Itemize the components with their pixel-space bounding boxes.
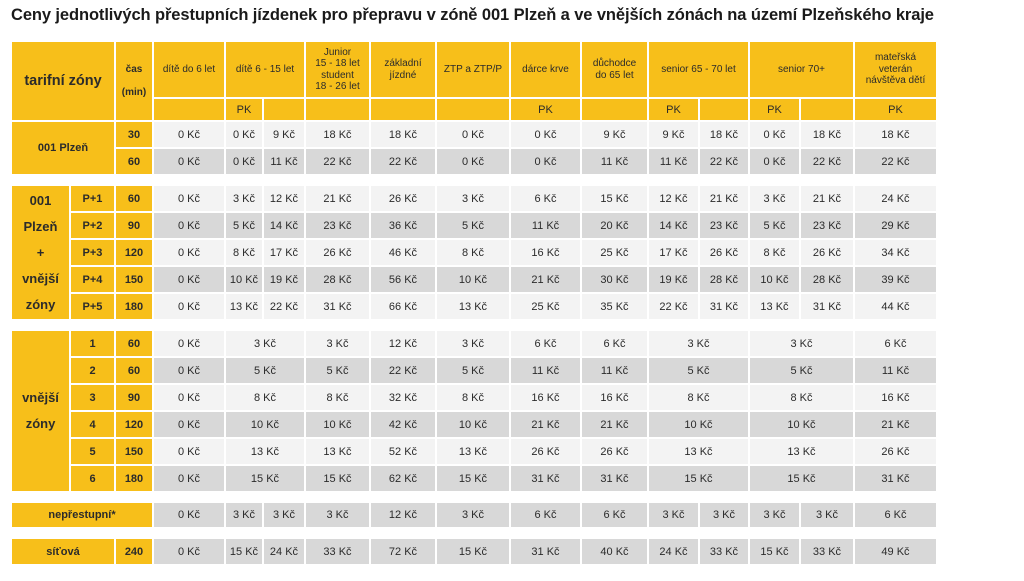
price-cell: 34 Kč	[855, 240, 936, 265]
price-cell: 8 Kč	[306, 385, 369, 410]
price-cell: 15 Kč	[649, 466, 748, 491]
price-cell: 0 Kč	[154, 358, 224, 383]
col-mother-veteran: mateřská veterán návštěva dětí	[855, 42, 936, 97]
zone-cell: 2	[71, 358, 114, 383]
price-cell: 8 Kč	[226, 385, 304, 410]
price-cell: 24 Kč	[855, 186, 936, 211]
price-cell: 29 Kč	[855, 213, 936, 238]
price-table	[10, 40, 938, 566]
price-cell: 3 Kč	[750, 186, 799, 211]
pk-label: PK	[649, 99, 698, 120]
price-cell: 6 Kč	[582, 503, 647, 527]
price-cell: 0 Kč	[437, 122, 509, 147]
price-cell: 5 Kč	[437, 213, 509, 238]
price-cell: 18 Kč	[306, 122, 369, 147]
pk-label: PK	[511, 99, 580, 120]
price-cell: 11 Kč	[582, 149, 647, 174]
price-cell: 10 Kč	[226, 412, 304, 437]
price-cell: 5 Kč	[750, 213, 799, 238]
price-cell: 8 Kč	[750, 385, 853, 410]
time-cell: 180	[116, 466, 152, 491]
price-cell: 0 Kč	[750, 122, 799, 147]
price-cell: 13 Kč	[750, 439, 853, 464]
price-cell: 5 Kč	[649, 358, 748, 383]
price-cell: 15 Kč	[437, 466, 509, 491]
zone-cell: P+4	[71, 267, 114, 292]
price-cell: 18 Kč	[801, 122, 853, 147]
price-cell: 6 Kč	[511, 186, 580, 211]
price-cell: 12 Kč	[264, 186, 304, 211]
price-cell: 13 Kč	[226, 294, 262, 319]
price-cell: 28 Kč	[700, 267, 748, 292]
price-cell: 8 Kč	[437, 385, 509, 410]
price-cell: 5 Kč	[437, 358, 509, 383]
price-cell: 62 Kč	[371, 466, 435, 491]
price-cell: 0 Kč	[154, 122, 224, 147]
price-cell: 31 Kč	[511, 539, 580, 564]
zone-cell: 6	[71, 466, 114, 491]
price-cell: 0 Kč	[154, 466, 224, 491]
price-cell: 6 Kč	[582, 331, 647, 356]
price-cell: 56 Kč	[371, 267, 435, 292]
zone-cell: 4	[71, 412, 114, 437]
price-cell: 15 Kč	[750, 539, 799, 564]
price-cell: 16 Kč	[511, 385, 580, 410]
price-cell: 22 Kč	[649, 294, 698, 319]
price-cell: 10 Kč	[306, 412, 369, 437]
zone-cell: P+5	[71, 294, 114, 319]
col-child-under-6: dítě do 6 let	[154, 42, 224, 97]
price-cell: 22 Kč	[700, 149, 748, 174]
price-cell: 13 Kč	[437, 294, 509, 319]
price-cell: 13 Kč	[226, 439, 304, 464]
price-cell: 3 Kč	[649, 331, 748, 356]
time-cell: 120	[116, 240, 152, 265]
price-cell: 18 Kč	[371, 122, 435, 147]
time-header: čas (min)	[116, 42, 152, 120]
col-senior-70: senior 70+	[750, 42, 853, 97]
price-cell: 66 Kč	[371, 294, 435, 319]
zone-cell: P+2	[71, 213, 114, 238]
price-cell: 21 Kč	[801, 186, 853, 211]
price-cell: 33 Kč	[801, 539, 853, 564]
price-cell: 3 Kč	[437, 503, 509, 527]
time-cell: 240	[116, 539, 152, 564]
price-cell: 0 Kč	[226, 149, 262, 174]
price-cell: 0 Kč	[154, 539, 224, 564]
price-cell: 0 Kč	[154, 439, 224, 464]
price-cell: 3 Kč	[226, 503, 262, 527]
price-cell: 6 Kč	[511, 503, 580, 527]
price-cell: 10 Kč	[750, 412, 853, 437]
price-cell: 0 Kč	[154, 240, 224, 265]
price-cell: 23 Kč	[700, 213, 748, 238]
price-cell: 15 Kč	[226, 466, 304, 491]
price-cell: 3 Kč	[264, 503, 304, 527]
price-cell: 14 Kč	[649, 213, 698, 238]
price-cell: 0 Kč	[154, 385, 224, 410]
price-cell: 0 Kč	[750, 149, 799, 174]
price-cell: 24 Kč	[264, 539, 304, 564]
col-basic: základní jízdné	[371, 42, 435, 97]
price-cell: 8 Kč	[226, 240, 262, 265]
price-cell: 23 Kč	[306, 213, 369, 238]
zone-cell: P+3	[71, 240, 114, 265]
price-cell: 0 Kč	[154, 412, 224, 437]
price-cell: 6 Kč	[855, 331, 936, 356]
price-cell: 36 Kč	[371, 213, 435, 238]
price-cell: 26 Kč	[371, 186, 435, 211]
pk-label: PK	[226, 99, 262, 120]
price-cell: 5 Kč	[226, 358, 304, 383]
time-cell: 150	[116, 267, 152, 292]
price-cell: 3 Kč	[437, 331, 509, 356]
price-cell: 26 Kč	[801, 240, 853, 265]
price-cell: 31 Kč	[700, 294, 748, 319]
price-cell: 9 Kč	[264, 122, 304, 147]
price-cell: 0 Kč	[511, 149, 580, 174]
price-cell: 0 Kč	[154, 503, 224, 527]
time-cell: 90	[116, 213, 152, 238]
time-cell: 150	[116, 439, 152, 464]
price-cell: 20 Kč	[582, 213, 647, 238]
price-cell: 21 Kč	[855, 412, 936, 437]
price-cell: 26 Kč	[582, 439, 647, 464]
time-cell: 90	[116, 385, 152, 410]
time-cell: 30	[116, 122, 152, 147]
price-cell: 10 Kč	[437, 412, 509, 437]
price-cell: 44 Kč	[855, 294, 936, 319]
price-cell: 17 Kč	[649, 240, 698, 265]
price-cell: 15 Kč	[750, 466, 853, 491]
price-cell: 0 Kč	[154, 186, 224, 211]
price-cell: 6 Kč	[855, 503, 936, 527]
price-cell: 0 Kč	[154, 149, 224, 174]
price-cell: 19 Kč	[264, 267, 304, 292]
price-cell: 72 Kč	[371, 539, 435, 564]
zone-cell: 5	[71, 439, 114, 464]
price-cell: 46 Kč	[371, 240, 435, 265]
price-cell: 0 Kč	[154, 213, 224, 238]
zone-label-plzen: 001 Plzeň	[12, 122, 114, 174]
price-cell: 3 Kč	[226, 186, 262, 211]
price-cell: 6 Kč	[511, 331, 580, 356]
price-cell: 31 Kč	[582, 466, 647, 491]
price-cell: 0 Kč	[154, 331, 224, 356]
price-cell: 42 Kč	[371, 412, 435, 437]
price-cell: 31 Kč	[511, 466, 580, 491]
price-cell: 28 Kč	[801, 267, 853, 292]
price-cell: 28 Kč	[306, 267, 369, 292]
price-cell: 3 Kč	[649, 503, 698, 527]
price-cell: 16 Kč	[855, 385, 936, 410]
price-cell: 11 Kč	[264, 149, 304, 174]
price-cell: 3 Kč	[437, 186, 509, 211]
price-cell: 21 Kč	[582, 412, 647, 437]
zone-cell: 1	[71, 331, 114, 356]
price-cell: 10 Kč	[437, 267, 509, 292]
price-cell: 24 Kč	[649, 539, 698, 564]
price-cell: 13 Kč	[649, 439, 748, 464]
price-cell: 3 Kč	[306, 503, 369, 527]
price-cell: 13 Kč	[437, 439, 509, 464]
price-cell: 5 Kč	[226, 213, 262, 238]
col-senior-65-70: senior 65 - 70 let	[649, 42, 748, 97]
price-cell: 0 Kč	[437, 149, 509, 174]
price-cell: 26 Kč	[511, 439, 580, 464]
price-cell: 8 Kč	[649, 385, 748, 410]
price-cell: 10 Kč	[226, 267, 262, 292]
price-cell: 9 Kč	[582, 122, 647, 147]
price-cell: 14 Kč	[264, 213, 304, 238]
pk-label: PK	[855, 99, 936, 120]
price-cell: 30 Kč	[582, 267, 647, 292]
time-cell: 180	[116, 294, 152, 319]
price-cell: 17 Kč	[264, 240, 304, 265]
price-cell: 3 Kč	[801, 503, 853, 527]
price-cell: 3 Kč	[306, 331, 369, 356]
price-cell: 3 Kč	[750, 503, 799, 527]
price-cell: 15 Kč	[582, 186, 647, 211]
price-cell: 25 Kč	[511, 294, 580, 319]
price-cell: 3 Kč	[750, 331, 853, 356]
price-cell: 26 Kč	[700, 240, 748, 265]
price-cell: 31 Kč	[306, 294, 369, 319]
time-cell: 60	[116, 331, 152, 356]
price-cell: 22 Kč	[264, 294, 304, 319]
price-cell: 31 Kč	[855, 466, 936, 491]
time-cell: 60	[116, 186, 152, 211]
price-cell: 40 Kč	[582, 539, 647, 564]
price-cell: 10 Kč	[750, 267, 799, 292]
price-cell: 25 Kč	[582, 240, 647, 265]
zone-cell: P+1	[71, 186, 114, 211]
time-cell: 120	[116, 412, 152, 437]
price-cell: 0 Kč	[511, 122, 580, 147]
price-cell: 21 Kč	[511, 267, 580, 292]
price-cell: 5 Kč	[306, 358, 369, 383]
col-junior: Junior 15 - 18 let student 18 - 26 let	[306, 42, 369, 97]
price-cell: 18 Kč	[855, 122, 936, 147]
zone-label-outer: vnější zóny	[12, 331, 69, 491]
price-cell: 22 Kč	[801, 149, 853, 174]
price-cell: 18 Kč	[700, 122, 748, 147]
price-cell: 39 Kč	[855, 267, 936, 292]
price-cell: 11 Kč	[511, 358, 580, 383]
col-pensioner: důchodce do 65 let	[582, 42, 647, 97]
price-cell: 23 Kč	[801, 213, 853, 238]
time-cell: 60	[116, 149, 152, 174]
price-cell: 8 Kč	[437, 240, 509, 265]
price-cell: 12 Kč	[371, 331, 435, 356]
price-cell: 15 Kč	[226, 539, 262, 564]
col-child-6-15: dítě 6 - 15 let	[226, 42, 304, 97]
price-cell: 35 Kč	[582, 294, 647, 319]
price-cell: 5 Kč	[750, 358, 853, 383]
zone-cell: 3	[71, 385, 114, 410]
price-cell: 11 Kč	[582, 358, 647, 383]
price-cell: 22 Kč	[855, 149, 936, 174]
price-cell: 16 Kč	[582, 385, 647, 410]
tariff-zones-header: tarifní zóny	[12, 42, 114, 120]
price-cell: 22 Kč	[371, 149, 435, 174]
price-cell: 11 Kč	[649, 149, 698, 174]
zone-label-network: síťová	[12, 539, 114, 564]
price-cell: 21 Kč	[306, 186, 369, 211]
price-cell: 11 Kč	[511, 213, 580, 238]
price-cell: 10 Kč	[649, 412, 748, 437]
price-cell: 13 Kč	[306, 439, 369, 464]
price-cell: 9 Kč	[649, 122, 698, 147]
price-cell: 26 Kč	[306, 240, 369, 265]
price-cell: 22 Kč	[306, 149, 369, 174]
pk-label: PK	[750, 99, 799, 120]
price-cell: 15 Kč	[437, 539, 509, 564]
zone-label-nontransfer: nepřestupní*	[12, 503, 152, 527]
price-cell: 3 Kč	[226, 331, 304, 356]
col-blood-donor: dárce krve	[511, 42, 580, 97]
zone-label-plzen-outer: 001 Plzeň + vnější zóny	[12, 186, 69, 319]
price-cell: 26 Kč	[855, 439, 936, 464]
price-cell: 15 Kč	[306, 466, 369, 491]
price-cell: 0 Kč	[226, 122, 262, 147]
price-cell: 52 Kč	[371, 439, 435, 464]
col-ztp: ZTP a ZTP/P	[437, 42, 509, 97]
price-cell: 16 Kč	[511, 240, 580, 265]
price-cell: 31 Kč	[801, 294, 853, 319]
page-title: Ceny jednotlivých přestupních jízdenek pro přepravu v zóně 001 Plzeň a ve vnějších zónách na území Plzeňského kraje	[11, 6, 934, 24]
price-cell: 0 Kč	[154, 267, 224, 292]
price-cell: 33 Kč	[306, 539, 369, 564]
price-cell: 12 Kč	[371, 503, 435, 527]
price-cell: 8 Kč	[750, 240, 799, 265]
price-cell: 13 Kč	[750, 294, 799, 319]
price-cell: 21 Kč	[700, 186, 748, 211]
price-cell: 22 Kč	[371, 358, 435, 383]
price-cell: 19 Kč	[649, 267, 698, 292]
price-cell: 11 Kč	[855, 358, 936, 383]
price-cell: 0 Kč	[154, 294, 224, 319]
price-cell: 3 Kč	[700, 503, 748, 527]
time-cell: 60	[116, 358, 152, 383]
price-cell: 32 Kč	[371, 385, 435, 410]
price-cell: 49 Kč	[855, 539, 936, 564]
price-cell: 12 Kč	[649, 186, 698, 211]
price-cell: 21 Kč	[511, 412, 580, 437]
price-cell: 33 Kč	[700, 539, 748, 564]
